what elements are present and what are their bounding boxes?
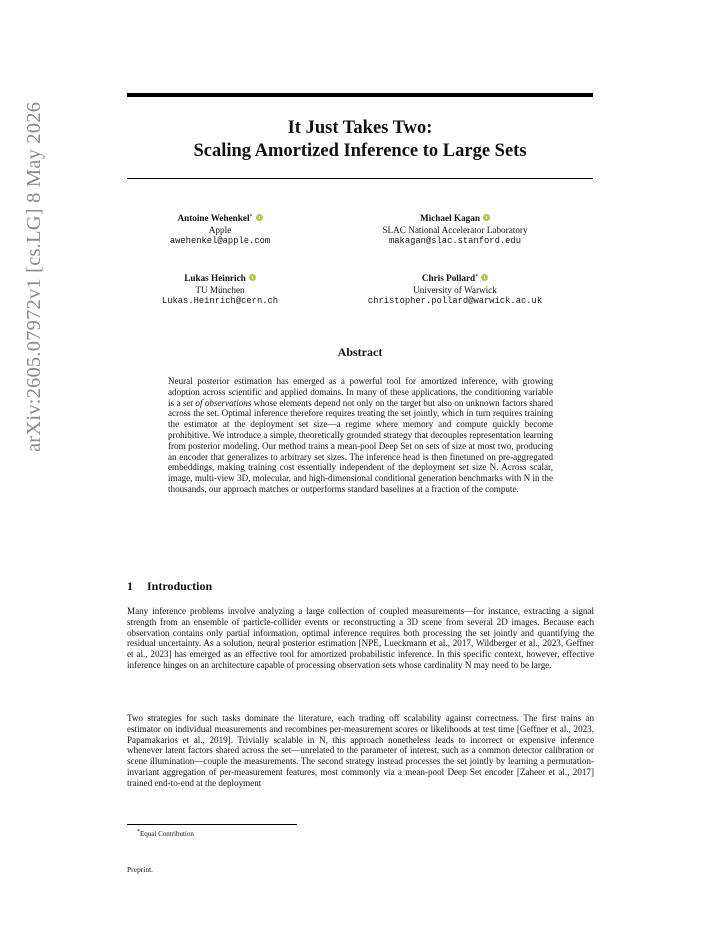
footnote-text: Equal Contribution: [140, 830, 194, 838]
author-email[interactable]: Lukas.Heinrich@cern.ch: [161, 296, 279, 306]
preprint-label: Preprint.: [127, 865, 154, 874]
equal-contribution-mark: *: [475, 274, 479, 280]
author-email[interactable]: christopher.pollard@warwick.ac.uk: [367, 296, 543, 306]
footnote-rule: [127, 824, 297, 825]
arxiv-stamp: arXiv:2605.07972v1 [cs.LG] 8 May 2026: [23, 101, 45, 452]
abstract-emphasis: set of observations: [182, 397, 252, 408]
author-affiliation: University of Warwick: [413, 284, 497, 295]
section-number: 1: [127, 579, 133, 593]
section-heading: [127, 579, 212, 594]
orcid-icon[interactable]: [481, 274, 488, 281]
author-name: Chris Pollard: [421, 273, 476, 283]
body-paragraph: Two strategies for such tasks dominate the literature, each trading off scalability against correctness. The first trains an estimator on individual measurements and recombines per-measurement scores or likelihoods at test time [Geffner et al., 2023, Papamakarios et al., 2019]. Trivially scalable in N, this approach nonetheless leads to incorrect or expensive inference whenever latent factors shared across the set—unrelated to the parameter of interest, such as a common detector calibration or scene illumination—couple the measurements. The second strategy instead processes the set jointly by learning a permutation-invariant aggregation of per-measurement features, most commonly via a mean-pool Deep Set encoder [Zaheer et al., 2017] trained end-to-end at the deployment: [127, 713, 594, 788]
author-affiliation: SLAC National Accelerator Laboratory: [382, 224, 528, 235]
equal-contribution-mark: *: [249, 214, 253, 220]
abstract-text: whose elements depend not only on the target but also on unknown factors shared across the set. Optimal inference therefore requires treating the set jointly, which in turn requires training the estimator at the deployment set size—a regime where memory and compute quickly become prohibitive. We introduce a simple, theoretically grounded strategy that decouples representation learning from posterior modeling. Our method trains a mean-pool Deep Set on sets of size at most two, producing an encoder that generalizes to arbitrary set sizes. The inference head is then finetuned on pre-aggregated embeddings, making training cost essentially independent of the deployment set size N. Across scalar, image, multi-view 3D, molecular, and high-dimensional conditional generation benchmarks with N in the thousands, our approach matches or outperforms standard baselines at a fraction of the compute.: [168, 397, 553, 494]
title-bottom-rule: [127, 178, 593, 179]
footnote: [137, 829, 194, 838]
author-block: [137, 212, 303, 248]
body-paragraph: Many inference problems involve analyzing a large collection of coupled measurements—for instance, extracting a signal strength from an ensemble of particle-collider events or reconstructing a 3D scene from several 2D images. Because each observation contains only partial information, optimal inference requires both processing the set jointly and quantifying the residual uncertainty. As a solution, neural posterior estimation [NPE, Lueckmann et al., 2017, Wildberger et al., 2023, Geffner et al., 2023] has emerged as an effective tool for amortized probabilistic inference. In this specific context, however, effective inference hinges on an architecture capable of processing observation sets whose cardinality N may need to be large.: [127, 606, 594, 670]
abstract-heading: Abstract: [337, 345, 383, 359]
orcid-icon[interactable]: [483, 214, 490, 221]
footnote-mark: *: [137, 829, 140, 835]
author-email[interactable]: makagan@slac.stanford.edu: [389, 236, 521, 246]
author-name: Michael Kagan: [420, 213, 480, 223]
section-title: Introduction: [147, 579, 213, 593]
author-affiliation: Apple: [208, 224, 232, 235]
title-line-2: Scaling Amortized Inference to Large Sets: [193, 141, 527, 161]
abstract-body: [168, 376, 553, 495]
paper-title: [127, 117, 593, 163]
author-email[interactable]: awehenkel@apple.com: [169, 236, 271, 246]
author-block: [137, 272, 303, 308]
author-affiliation: TU München: [195, 284, 245, 295]
author-block: [340, 272, 570, 308]
author-name: Antoine Wehenkel: [177, 213, 250, 223]
author-block: [340, 212, 570, 248]
orcid-icon[interactable]: [256, 214, 263, 221]
author-name: Lukas Heinrich: [184, 273, 246, 283]
abstract-text: Neural posterior estimation has emerged as a powerful tool for amortized inference, with growing adoption across scientific and applied domains. In many of these applications, the conditioning variable is a: [168, 376, 553, 408]
title-top-rule: [127, 93, 593, 97]
title-line-1: It Just Takes Two:: [287, 118, 433, 138]
orcid-icon[interactable]: [249, 274, 256, 281]
